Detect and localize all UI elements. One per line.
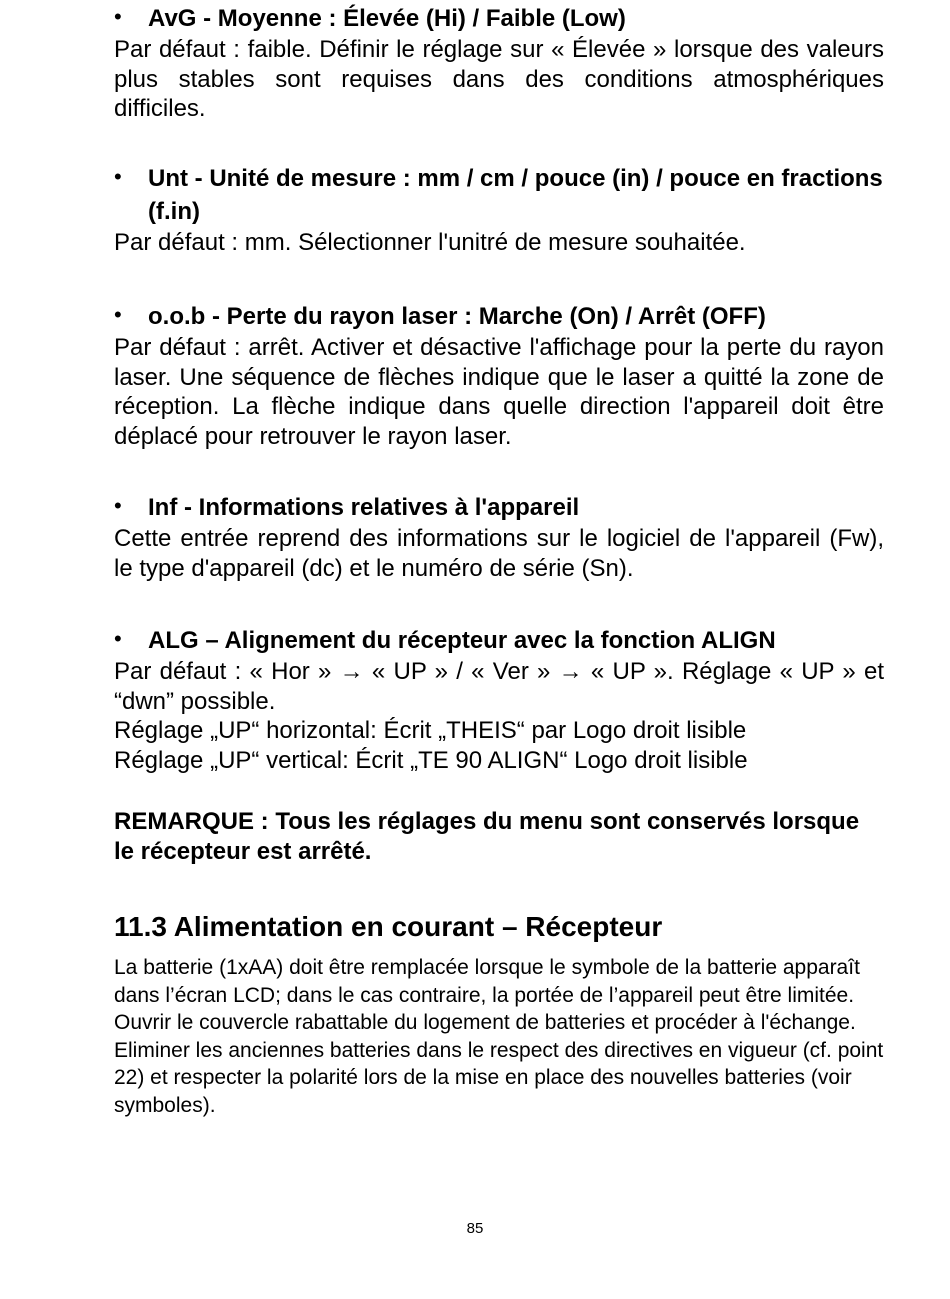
item-text: Cette entrée reprend des informations sur le logiciel de l'appareil (Fw), le type d'appareil (dc) et le numéro de série (Sn). xyxy=(114,525,884,582)
bullet-icon: • xyxy=(114,302,122,327)
item-text-line: Réglage „UP“ horizontal: Écrit „THEIS“ par Logo droit lisible xyxy=(114,717,747,744)
item-text: Par défaut : faible. Définir le réglage sur « Élevée » lorsque des valeurs plus stables sont requises dans des conditions atmosphériques difficiles. xyxy=(114,36,884,122)
list-item-alg xyxy=(114,624,884,775)
list-item-avg xyxy=(114,2,884,124)
page-number: 85 xyxy=(466,1220,484,1237)
list-item-inf xyxy=(114,491,884,583)
bullet-icon: • xyxy=(114,493,122,518)
item-text-line: Réglage „UP“ vertical: Écrit „TE 90 ALIGN“ Logo droit lisible xyxy=(114,746,748,774)
item-text: Par défaut : « Hor » → « UP » / « Ver » → « UP ». Réglage « UP » et “dwn” possible. xyxy=(114,658,884,715)
item-text: Par défaut : mm. Sélectionner l'unitré de mesure souhaitée. xyxy=(114,229,746,256)
section-paragraph: Eliminer les anciennes batteries dans le respect des directives en vigueur (cf. point 22) et respecter la polarité lors de la mise en place des nouvelles batteries (voir symboles). xyxy=(114,1038,884,1117)
bullet-icon: • xyxy=(114,626,122,651)
item-heading: o.o.b - Perte du rayon laser : Marche (On) / Arrêt (OFF) xyxy=(148,303,766,330)
item-text: Par défaut : arrêt. Activer et désactive l'affichage pour la perte du rayon laser. Une séquence de flèches indique que le laser a quitté la zone de réception. La flèche indique dans quelle direction l'appareil doit être déplacé pour retrouver le rayon laser. xyxy=(114,334,884,450)
section-title: 11.3 Alimentation en courant – Récepteur xyxy=(114,911,663,942)
item-heading: Unt - Unité de mesure : mm / cm / pouce (in) / pouce en fractions (f.in) xyxy=(148,165,883,225)
bullet-icon: • xyxy=(114,4,122,29)
section-body xyxy=(114,954,884,1119)
item-heading: Inf - Informations relatives à l'appareil xyxy=(148,494,580,521)
remark-note: REMARQUE : Tous les réglages du menu sont conservés lorsque le récepteur est arrêté. xyxy=(114,808,860,865)
bullet-icon: • xyxy=(114,164,122,189)
section-paragraph: Ouvrir le couvercle rabattable du logement de batteries et procéder à l'échange. xyxy=(114,1011,856,1034)
section-paragraph: La batterie (1xAA) doit être remplacée lorsque le symbole de la batterie apparaît dans l’écran LCD; dans le cas contraire, la portée de l’appareil peut être limitée. xyxy=(114,956,860,1007)
item-heading: ALG – Alignement du récepteur avec la fonction ALIGN xyxy=(148,627,776,654)
list-item-unt xyxy=(114,162,884,258)
list-item-oob xyxy=(114,300,884,451)
item-heading: AvG - Moyenne : Élevée (Hi) / Faible (Low) xyxy=(148,5,626,32)
